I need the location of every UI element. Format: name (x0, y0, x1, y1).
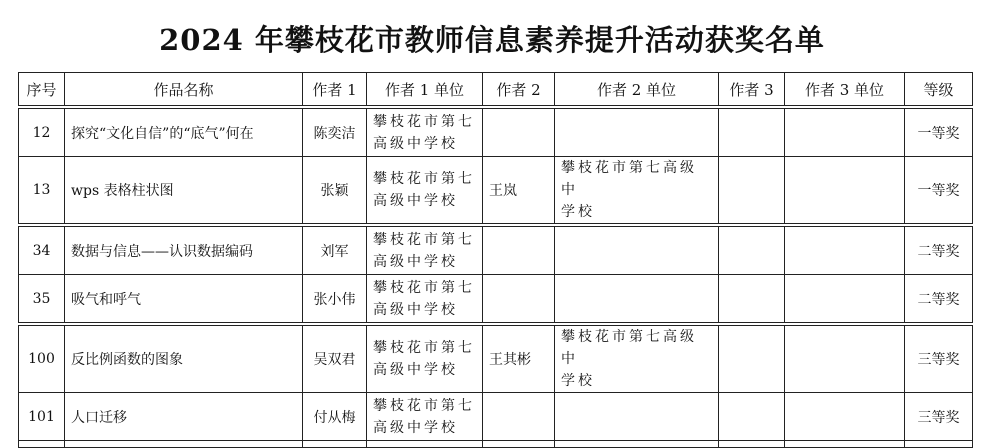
award-grade: 一等奖 (905, 157, 973, 226)
unit-line: 攀枝花市第七 (373, 340, 475, 356)
header-cell-author2-unit: 作者 2 单位 (555, 73, 719, 108)
unit-line: 高级中学校 (373, 193, 458, 209)
unit-line: 高级中学校 (373, 362, 458, 378)
author3 (719, 275, 785, 325)
row-index: 35 (19, 275, 65, 325)
author2: 王其彬 (483, 324, 555, 393)
author1-unit (367, 107, 483, 157)
author1: 陈奕洁 (303, 107, 367, 157)
cell (905, 441, 973, 448)
author3 (719, 157, 785, 226)
author1: 刘军 (303, 225, 367, 275)
row-index: 100 (19, 324, 65, 393)
author2-unit (555, 157, 719, 226)
table-row (19, 107, 973, 157)
work-title: 吸气和呼气 (65, 275, 303, 325)
unit-line: 高级中学校 (373, 419, 458, 436)
unit-line: 攀枝花市第七高级中 (561, 160, 697, 198)
header-cell-author1-unit: 作者 1 单位 (367, 73, 483, 108)
header-cell-author3: 作者 3 (719, 73, 785, 108)
author2: 王岚 (483, 157, 555, 226)
award-grade: 三等奖 (905, 324, 973, 393)
table-header-row (19, 73, 973, 108)
author2-unit (555, 324, 719, 393)
author2 (483, 275, 555, 325)
award-table (18, 72, 973, 448)
table-row (19, 157, 973, 226)
unit-line: 高级中学校 (373, 301, 458, 318)
award-grade: 二等奖 (905, 275, 973, 325)
row-index: 34 (19, 225, 65, 275)
cell (785, 441, 905, 448)
header-cell-author2: 作者 2 (483, 73, 555, 108)
table-row (19, 324, 973, 393)
cell (483, 441, 555, 448)
author1-unit (367, 324, 483, 393)
table-row (19, 275, 973, 325)
author1: 张小伟 (303, 275, 367, 325)
row-index: 13 (19, 157, 65, 226)
author1-unit (367, 275, 483, 325)
author3 (719, 225, 785, 275)
author1-unit (367, 225, 483, 275)
page-title: 2024 年攀枝花市教师信息素养提升活动获奖名单 (159, 23, 825, 57)
author1-unit (367, 157, 483, 226)
unit-line: 攀枝花市第七 (373, 397, 475, 414)
cell (65, 441, 303, 448)
author2-unit (555, 275, 719, 325)
cell (719, 441, 785, 448)
unit-line: 攀枝花市第七 (373, 171, 475, 187)
cell (555, 441, 719, 448)
author1: 吴双君 (303, 324, 367, 393)
unit-line: 攀枝花市第七高级中 (561, 329, 697, 367)
author2-unit (555, 107, 719, 157)
author3-unit (785, 225, 905, 275)
cell (303, 441, 367, 448)
work-title: wps 表格柱状图 (65, 157, 303, 226)
work-title: 人口迁移 (65, 393, 303, 441)
unit-line: 攀枝花市第七 (373, 231, 475, 248)
author3-unit (785, 157, 905, 226)
author3 (719, 107, 785, 157)
row-index: 101 (19, 393, 65, 441)
work-title: 探究“文化自信”的“底气”何在 (65, 107, 303, 157)
row-index: 12 (19, 107, 65, 157)
header-cell-work: 作品名称 (65, 73, 303, 108)
author2 (483, 225, 555, 275)
header-cell-index: 序号 (19, 73, 65, 108)
cell (367, 441, 483, 448)
author3-unit (785, 107, 905, 157)
unit-line: 攀枝花市第七 (373, 279, 475, 296)
table-row-partial (19, 441, 973, 448)
cell (19, 441, 65, 448)
unit-line: 高级中学校 (373, 135, 458, 152)
award-grade: 三等奖 (905, 393, 973, 441)
author2-unit (555, 225, 719, 275)
author3 (719, 324, 785, 393)
work-title: 反比例函数的图象 (65, 324, 303, 393)
unit-line: 学校 (561, 373, 595, 389)
author1: 张颖 (303, 157, 367, 226)
header-cell-grade: 等级 (905, 73, 973, 108)
author3-unit (785, 324, 905, 393)
header-cell-author3-unit: 作者 3 单位 (785, 73, 905, 108)
award-grade: 二等奖 (905, 225, 973, 275)
header-cell-author1: 作者 1 (303, 73, 367, 108)
unit-line: 攀枝花市第七 (373, 113, 475, 130)
unit-line: 高级中学校 (373, 253, 458, 270)
unit-line: 学校 (561, 204, 595, 220)
table-row (19, 225, 973, 275)
author2 (483, 107, 555, 157)
author1: 付从梅 (303, 393, 367, 441)
award-grade: 一等奖 (905, 107, 973, 157)
author3-unit (785, 275, 905, 325)
work-title: 数据与信息——认识数据编码 (65, 225, 303, 275)
